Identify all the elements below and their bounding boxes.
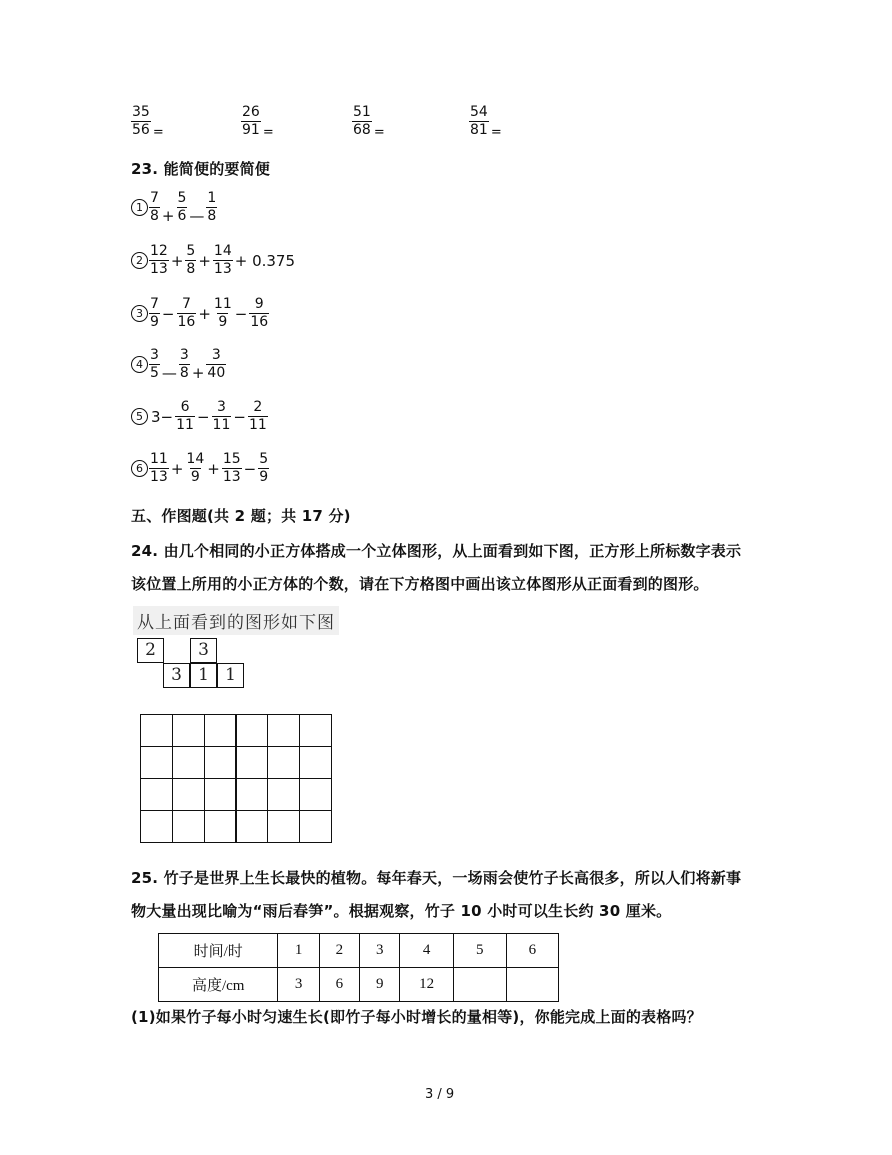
fraction [212,399,232,434]
drawing-grid[interactable] [140,714,331,842]
circled-number: 1 [131,199,148,216]
denominator: 9 [218,314,228,330]
grid-cell[interactable] [236,810,269,843]
top-view-cell: 1 [217,663,244,688]
fraction [241,104,261,139]
denominator: 91 [242,122,260,138]
denominator: 8 [207,208,217,224]
expression-3 [131,296,269,331]
denominator: 8 [150,208,159,224]
numerator: 35 [132,104,150,120]
fraction [149,347,160,382]
fraction [248,399,268,434]
numerator: 7 [150,190,159,206]
numerator: 3 [211,347,221,363]
table-cell: 2 [319,934,359,968]
operator: + [198,304,211,323]
table-cell: 9 [360,968,400,1002]
grid-cell[interactable] [204,810,237,843]
operator: + [191,363,205,382]
denominator: 40 [207,365,226,381]
grid-cell[interactable] [236,746,269,779]
fraction [149,451,169,486]
operator: — [161,363,177,382]
q25-sub1: (1)如果竹子每小时匀速生长(即竹子每小时增长的量相等)，你能完成上面的表格吗？ [131,1008,702,1026]
top-view-cell: 3 [163,663,190,688]
grid-cell[interactable] [299,778,332,811]
answer-cell[interactable] [453,968,506,1002]
grid-cell[interactable] [172,810,205,843]
fraction [131,104,151,139]
circled-number: 3 [131,305,148,322]
numerator: 5 [186,243,196,259]
operator: + [198,251,211,270]
fraction [179,347,190,382]
fraction [222,451,242,486]
numerator: 15 [222,451,241,467]
operator: − [233,407,246,426]
numerator: 1 [207,190,217,206]
fraction [469,104,489,139]
denominator: 13 [222,469,241,485]
top-view-cell: 2 [137,638,164,663]
q24-line1: 24. 由几个相同的小正方体搭成一个立体图形，从上面看到如下图，正方形上所标数字表示 [131,542,742,560]
fraction [206,190,217,225]
grid-cell[interactable] [267,746,300,779]
grid-cell[interactable] [267,778,300,811]
grid-cell[interactable] [236,778,269,811]
numerator: 12 [150,243,168,259]
expression-6 [131,451,269,486]
table-cell: 6 [319,968,359,1002]
numerator: 9 [254,296,264,312]
grid-cell[interactable] [172,746,205,779]
expression-1 [131,190,217,225]
operator: − [243,459,257,478]
numerator: 3 [150,347,159,363]
denominator: 81 [470,122,488,138]
equals-sign: = [490,125,502,140]
numerator: 54 [470,104,488,120]
numerator: 11 [150,451,168,467]
table-cell: 3 [278,968,319,1002]
equals-sign: = [373,125,385,140]
numerator: 3 [179,347,189,363]
grid-cell[interactable] [204,746,237,779]
operator: + [170,251,184,270]
fraction [185,451,205,486]
table-cell: 时间/时 [159,934,278,968]
denominator: 11 [212,417,231,433]
grid-cell[interactable] [140,778,173,811]
top-view-cell: 3 [190,638,217,663]
fraction [185,243,196,278]
numerator: 11 [213,296,232,312]
equals-sign: = [152,125,164,140]
table-cell: 4 [400,934,453,968]
table-row [159,934,559,968]
denominator: 8 [186,261,196,277]
numerator: 51 [353,104,371,120]
operator: + [207,459,220,478]
q24-line2: 该位置上所用的小正方体的个数，请在下方格图中画出该立体图形从正面看到的图形。 [131,575,709,593]
grid-cell[interactable] [140,746,173,779]
fraction [149,296,160,331]
fraction [352,104,372,139]
fraction-item [352,104,385,140]
denominator: 5 [150,365,159,381]
denominator: 13 [150,261,168,277]
numerator: 7 [150,296,159,312]
grid-cell[interactable] [140,810,173,843]
q25-line1: 25. 竹子是世界上生长最快的植物。每年春天，一场雨会使竹子长高很多，所以人们将新事 [131,869,742,887]
numerator: 26 [242,104,260,120]
operator: 3− [151,407,174,426]
q25-line2: 物大量出现比喻为“雨后春笋”。根据观察，竹子 10 小时可以生长约 30 厘米。 [131,902,672,920]
q23-title: 23. 能简便的要简便 [131,160,270,178]
denominator: 16 [177,314,196,330]
numerator: 5 [177,190,187,206]
fraction [149,190,160,225]
grid-cell[interactable] [236,714,269,747]
grid-cell[interactable] [299,714,332,747]
denominator: 9 [259,469,269,485]
expression-2 [131,243,297,278]
numerator: 2 [253,399,263,415]
circled-number: 6 [131,460,148,477]
numerator: 3 [216,399,226,415]
table-cell: 6 [506,934,558,968]
fraction [149,243,169,278]
denominator: 11 [248,417,267,433]
operator: − [161,304,175,323]
denominator: 9 [150,314,159,330]
fraction-item [469,104,502,140]
fraction [213,296,233,331]
grid-cell[interactable] [267,810,300,843]
numerator: 7 [181,296,191,312]
equals-sign: = [262,125,274,140]
grid-cell[interactable] [172,714,205,747]
grid-cell[interactable] [140,714,173,747]
fraction [249,296,269,331]
answer-cell[interactable] [506,968,558,1002]
bamboo-growth-table [158,933,559,1002]
section5-title: 五、作图题(共 2 题；共 17 分) [131,507,351,525]
circled-number: 4 [131,356,148,373]
page-number: 3 / 9 [425,1087,455,1102]
fraction [177,190,188,225]
operator: − [196,407,210,426]
denominator: 13 [150,469,168,485]
grid-cell[interactable] [204,778,237,811]
operator: — [189,206,205,225]
numerator: 6 [180,399,190,415]
circled-number: 2 [131,252,148,269]
operator: + 0.375 [234,251,296,270]
grid-cell[interactable] [172,778,205,811]
operator: + [161,206,175,225]
top-view-cell: 1 [190,663,217,688]
denominator: 8 [179,365,189,381]
numerator: 14 [186,451,205,467]
fraction [206,347,226,382]
denominator: 11 [176,417,194,433]
denominator: 9 [190,469,200,485]
table-cell: 高度/cm [159,968,278,1002]
operator: + [170,459,184,478]
expression-4 [131,347,226,382]
operator: − [234,304,248,323]
grid-cell[interactable] [267,714,300,747]
numerator: 14 [213,243,232,259]
table-cell: 1 [278,934,319,968]
fraction [258,451,269,486]
grid-cell[interactable] [299,746,332,779]
denominator: 56 [132,122,150,138]
denominator: 16 [250,314,269,330]
table-row [159,968,559,1002]
circled-number: 5 [131,408,148,425]
table-cell: 5 [453,934,506,968]
grid-cell[interactable] [299,810,332,843]
fraction [175,399,195,434]
numerator: 5 [259,451,269,467]
fraction-item [131,104,164,140]
table-cell: 12 [400,968,453,1002]
top-view-label: 从上面看到的图形如下图 [133,606,339,635]
fraction [213,243,233,278]
denominator: 13 [213,261,232,277]
denominator: 6 [177,208,187,224]
denominator: 68 [353,122,371,138]
grid-cell[interactable] [204,714,237,747]
table-cell: 3 [360,934,400,968]
fraction [177,296,197,331]
fraction-item [241,104,274,140]
expression-5 [131,399,268,434]
